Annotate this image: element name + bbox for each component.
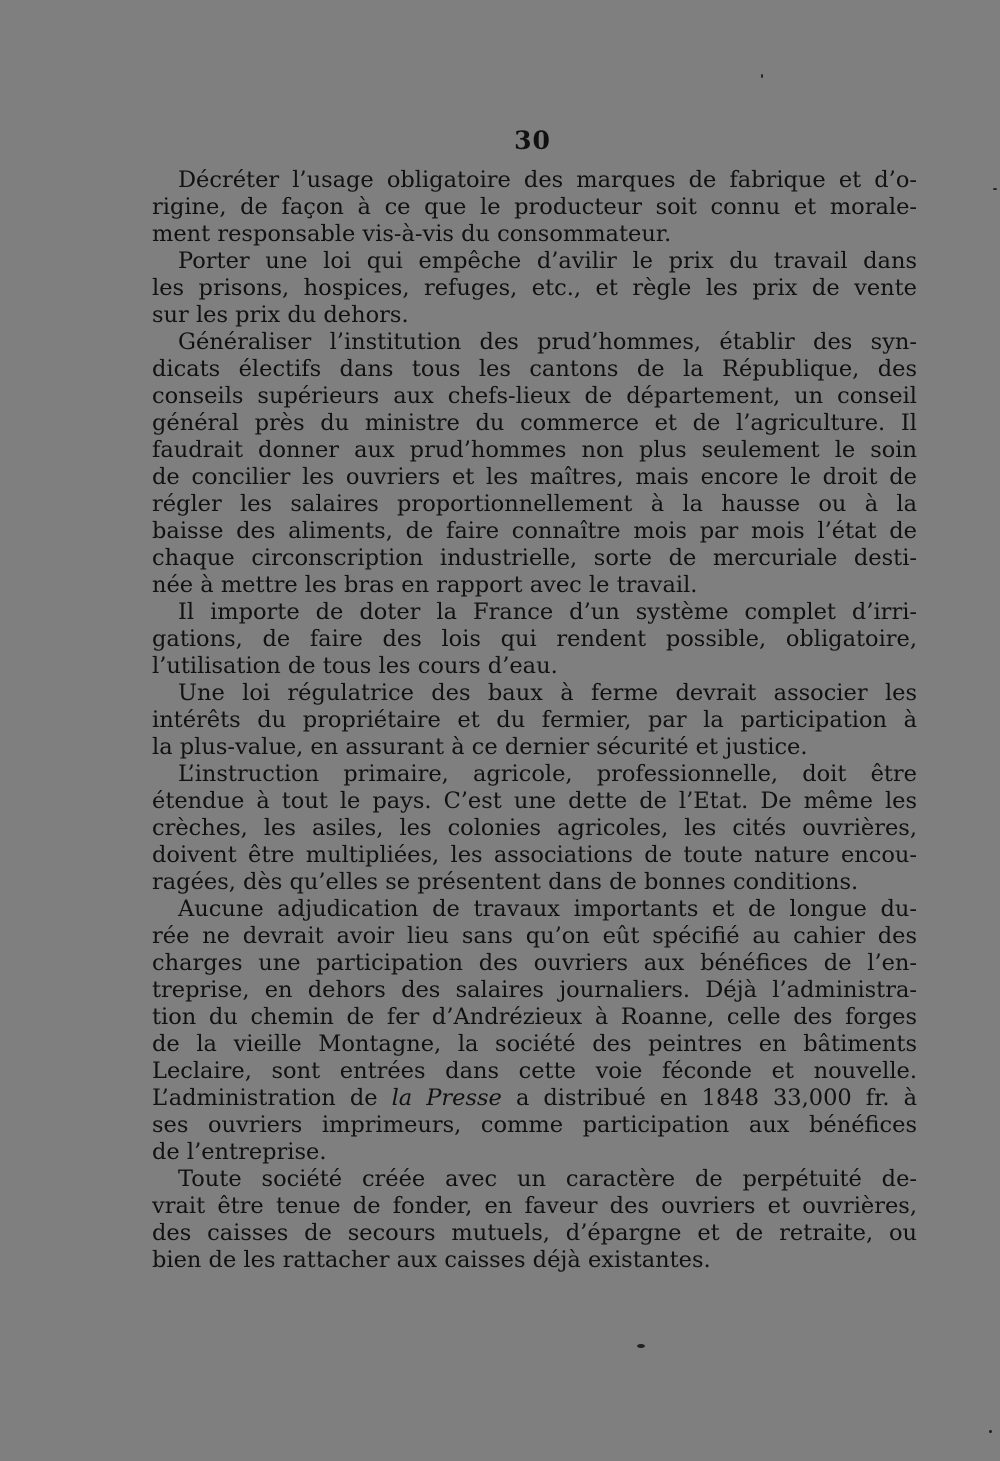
text-line: sur les prix du dehors. [152, 302, 409, 328]
scan-speck [637, 1344, 645, 1348]
text-line: intérêts du propriétaire et du fermier, par la participation à [152, 707, 917, 733]
text-line: charges une participation des ouvriers aux bénéfices de l’en- [152, 950, 917, 976]
paragraph [152, 896, 917, 1166]
text-line: rigine, de façon à ce que le producteur soit connu et morale- [152, 194, 917, 220]
text-line: la plus-value, en assurant à ce dernier sécurité et justice. [152, 734, 808, 760]
text-line-with-italic [152, 1085, 917, 1112]
text-line: baisse des aliments, de faire connaître mois par mois l’état de [152, 518, 917, 544]
scan-speck [989, 1430, 992, 1433]
text-line: chaque circonscription industrielle, sorte de mercuriale desti- [152, 545, 917, 571]
text-line: tion du chemin de fer d’Andrézieux à Roanne, celle des forges [152, 1004, 917, 1030]
text-line: Décréter l’usage obligatoire des marques de fabrique et d’o- [178, 167, 917, 193]
text-line: bien de les rattacher aux caisses déjà existantes. [152, 1247, 711, 1273]
text-line: L’instruction primaire, agricole, professionnelle, doit être [178, 761, 917, 787]
text-line: de concilier les ouvriers et les maîtres, mais encore le droit de [152, 464, 917, 490]
text-line: de la vieille Montagne, la société des peintres en bâtiments [152, 1031, 917, 1057]
text-line: Porter une loi qui empêche d’avilir le prix du travail dans [178, 248, 917, 274]
newspaper-title: la Presse [391, 1085, 502, 1111]
paragraph [152, 167, 917, 248]
text-line: Toute société créée avec un caractère de perpétuité de- [178, 1166, 917, 1192]
text-line: des caisses de secours mutuels, d’épargne et de retraite, ou [152, 1220, 917, 1246]
text-line: treprise, en dehors des salaires journaliers. Déjà l’administra- [152, 977, 917, 1003]
text-line: ragées, dès qu’elles se présentent dans de bonnes conditions. [152, 869, 859, 895]
text-line: faudrait donner aux prud’hommes non plus seulement le soin [152, 437, 917, 463]
text-line: crèches, les asiles, les colonies agricoles, les cités ouvrières, [152, 815, 917, 841]
text-line: Leclaire, sont entrées dans cette voie féconde et nouvelle. [152, 1058, 917, 1084]
text-line: général près du ministre du commerce et de l’agriculture. Il [152, 410, 917, 436]
text-line: gations, de faire des lois qui rendent possible, obligatoire, [152, 626, 917, 652]
text-line: Une loi régulatrice des baux à ferme devrait associer les [178, 680, 917, 706]
text-run: a distribué en 1848 33,000 fr. à [501, 1085, 917, 1111]
paragraph [152, 599, 917, 680]
text-line: doivent être multipliées, les associations de toute nature encou- [152, 842, 917, 868]
text-line: régler les salaires proportionnellement à la hausse ou à la [152, 491, 917, 517]
text-line: étendue à tout le pays. C’est une dette de l’Etat. De même les [152, 788, 917, 814]
text-line: vrait être tenue de fonder, en faveur des ouvriers et ouvrières, [152, 1193, 917, 1219]
text-line: Il importe de doter la France d’un système complet d’irri- [178, 599, 917, 625]
text-line: conseils supérieurs aux chefs-lieux de département, un conseil [152, 383, 917, 409]
scan-speck [761, 74, 763, 78]
text-line: l’utilisation de tous les cours d’eau. [152, 653, 558, 679]
text-line: dicats électifs dans tous les cantons de la République, des [152, 356, 917, 382]
body-text [152, 167, 917, 1274]
paragraph [152, 1166, 917, 1274]
paragraph [152, 248, 917, 329]
text-line: ment responsable vis-à-vis du consommateur. [152, 221, 672, 247]
text-line: rée ne devrait avoir lieu sans qu’on eût spécifié au cahier des [152, 923, 917, 949]
paragraph [152, 761, 917, 896]
page-number: 30 [514, 126, 551, 155]
text-line: née à mettre les bras en rapport avec le travail. [152, 572, 698, 598]
text-line: ses ouvriers imprimeurs, comme participation aux bénéfices [152, 1112, 917, 1138]
text-line: Généraliser l’institution des prud’hommes, établir des syn- [178, 329, 917, 355]
paragraph [152, 680, 917, 761]
paragraph [152, 329, 917, 599]
text-line: Aucune adjudication de travaux importants et de longue du- [178, 896, 917, 922]
text-line: les prisons, hospices, refuges, etc., et règle les prix de vente [152, 275, 917, 301]
text-line: de l’entreprise. [152, 1139, 327, 1165]
scan-speck [993, 188, 997, 190]
text-run: L’administration de [152, 1085, 392, 1111]
